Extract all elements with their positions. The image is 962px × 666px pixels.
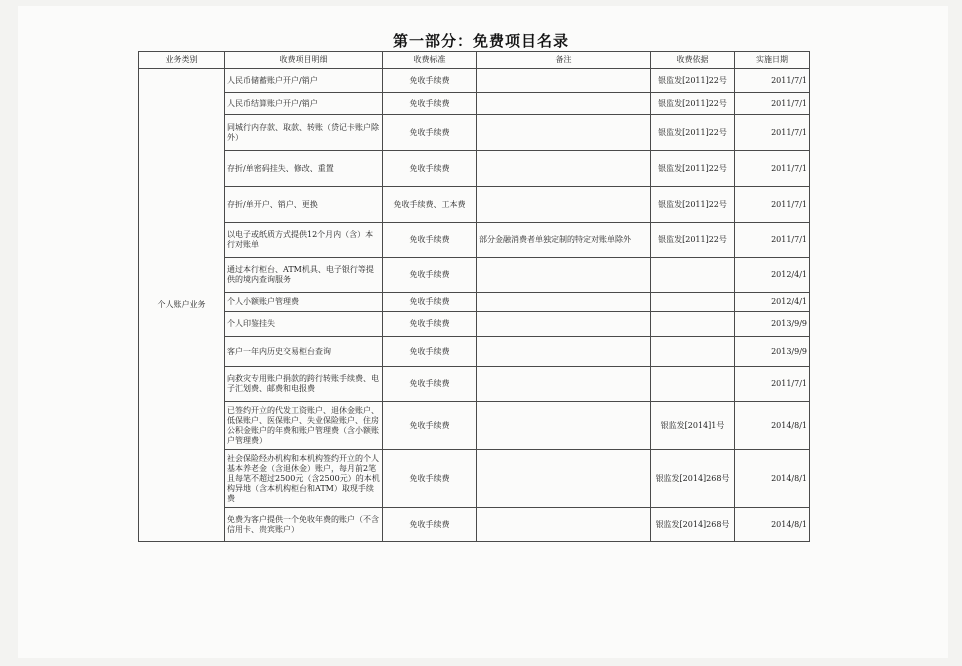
item-cell: 客户一年内历史交易柜台查询: [225, 337, 383, 367]
basis-cell: 银监发[2014]268号: [651, 508, 735, 542]
header-standard: 收费标准: [383, 52, 477, 69]
fee-table: [138, 51, 810, 542]
basis-cell: 银监发[2011]22号: [651, 151, 735, 187]
date-cell: 2013/9/9: [735, 312, 810, 337]
item-cell: 存折/单开户、销户、更换: [225, 187, 383, 223]
remark-cell: 部分金融消费者单独定制的特定对账单除外: [477, 223, 651, 258]
basis-cell: 银监发[2014]268号: [651, 450, 735, 508]
standard-cell: 免收手续费: [383, 93, 477, 115]
table-row: [139, 508, 810, 542]
basis-cell: 银监发[2014]1号: [651, 402, 735, 450]
remark-cell: [477, 187, 651, 223]
header-basis: 收费依据: [651, 52, 735, 69]
standard-cell: 免收手续费: [383, 151, 477, 187]
header-date: 实施日期: [735, 52, 810, 69]
remark-cell: [477, 450, 651, 508]
remark-cell: [477, 93, 651, 115]
basis-cell: 银监发[2011]22号: [651, 187, 735, 223]
table-row: [139, 312, 810, 337]
basis-cell: [651, 367, 735, 402]
date-cell: 2014/8/1: [735, 450, 810, 508]
date-cell: 2012/4/1: [735, 293, 810, 312]
date-cell: 2011/7/1: [735, 223, 810, 258]
standard-cell: 免收手续费: [383, 337, 477, 367]
item-cell: 已签约开立的代发工资账户、退休金账户、低保账户、医保账户、失业保险账户、住房公积金账户的年费和账户管理费（含小额账户管理费）: [225, 402, 383, 450]
table-row: [139, 258, 810, 293]
standard-cell: 免收手续费: [383, 402, 477, 450]
item-cell: 人民币结算账户开户/销户: [225, 93, 383, 115]
remark-cell: [477, 115, 651, 151]
table-row: [139, 151, 810, 187]
standard-cell: 免收手续费: [383, 508, 477, 542]
date-cell: 2011/7/1: [735, 115, 810, 151]
table-row: [139, 293, 810, 312]
table-row: [139, 115, 810, 151]
remark-cell: [477, 508, 651, 542]
table-row: [139, 223, 810, 258]
item-cell: 向救灾专用账户捐款的跨行转账手续费、电子汇划费、邮费和电报费: [225, 367, 383, 402]
standard-cell: 免收手续费: [383, 312, 477, 337]
header-item: 收费项目明细: [225, 52, 383, 69]
remark-cell: [477, 337, 651, 367]
table-row: [139, 69, 810, 93]
item-cell: 免费为客户提供一个免收年费的账户（不含信用卡、贵宾账户）: [225, 508, 383, 542]
date-cell: 2012/4/1: [735, 258, 810, 293]
date-cell: 2014/8/1: [735, 402, 810, 450]
standard-cell: 免收手续费: [383, 115, 477, 151]
date-cell: 2013/9/9: [735, 337, 810, 367]
item-cell: 存折/单密码挂失、修改、重置: [225, 151, 383, 187]
standard-cell: 免收手续费: [383, 223, 477, 258]
table-row: [139, 450, 810, 508]
basis-cell: [651, 337, 735, 367]
basis-cell: 银监发[2011]22号: [651, 93, 735, 115]
standard-cell: 免收手续费: [383, 258, 477, 293]
standard-cell: 免收手续费: [383, 293, 477, 312]
basis-cell: 银监发[2011]22号: [651, 223, 735, 258]
date-cell: 2011/7/1: [735, 151, 810, 187]
item-cell: 社会保险经办机构和本机构签约开立的个人基本养老金（含退休金）账户，每月前2笔且每笔不超过2500元（含2500元）的本机构异地（含本机构柜台和ATM）取现手续费: [225, 450, 383, 508]
basis-cell: 银监发[2011]22号: [651, 69, 735, 93]
standard-cell: 免收手续费、工本费: [383, 187, 477, 223]
item-cell: 个人印鉴挂失: [225, 312, 383, 337]
basis-cell: [651, 258, 735, 293]
category-cell: 个人账户业务: [139, 69, 225, 542]
item-cell: 以电子或纸质方式提供12个月内（含）本行对账单: [225, 223, 383, 258]
table-row: [139, 187, 810, 223]
table-row: [139, 93, 810, 115]
table-row: [139, 367, 810, 402]
date-cell: 2011/7/1: [735, 69, 810, 93]
date-cell: 2011/7/1: [735, 367, 810, 402]
date-cell: 2014/8/1: [735, 508, 810, 542]
basis-cell: [651, 312, 735, 337]
remark-cell: [477, 258, 651, 293]
basis-cell: [651, 293, 735, 312]
remark-cell: [477, 402, 651, 450]
remark-cell: [477, 293, 651, 312]
table-row: [139, 337, 810, 367]
remark-cell: [477, 69, 651, 93]
standard-cell: 免收手续费: [383, 450, 477, 508]
date-cell: 2011/7/1: [735, 93, 810, 115]
remark-cell: [477, 367, 651, 402]
remark-cell: [477, 151, 651, 187]
date-cell: 2011/7/1: [735, 187, 810, 223]
header-remark: 备注: [477, 52, 651, 69]
remark-cell: [477, 312, 651, 337]
standard-cell: 免收手续费: [383, 367, 477, 402]
item-cell: 通过本行柜台、ATM机具、电子银行等提供的境内查询服务: [225, 258, 383, 293]
page-title: 第一部分：免费项目名录: [392, 32, 569, 50]
item-cell: 同城行内存款、取款、转账（贷记卡账户除外）: [225, 115, 383, 151]
table-row: [139, 402, 810, 450]
item-cell: 人民币储蓄账户开户/销户: [225, 69, 383, 93]
basis-cell: 银监发[2011]22号: [651, 115, 735, 151]
standard-cell: 免收手续费: [383, 69, 477, 93]
table-header-row: [139, 52, 810, 69]
item-cell: 个人小额账户管理费: [225, 293, 383, 312]
header-category: 业务类别: [139, 52, 225, 69]
